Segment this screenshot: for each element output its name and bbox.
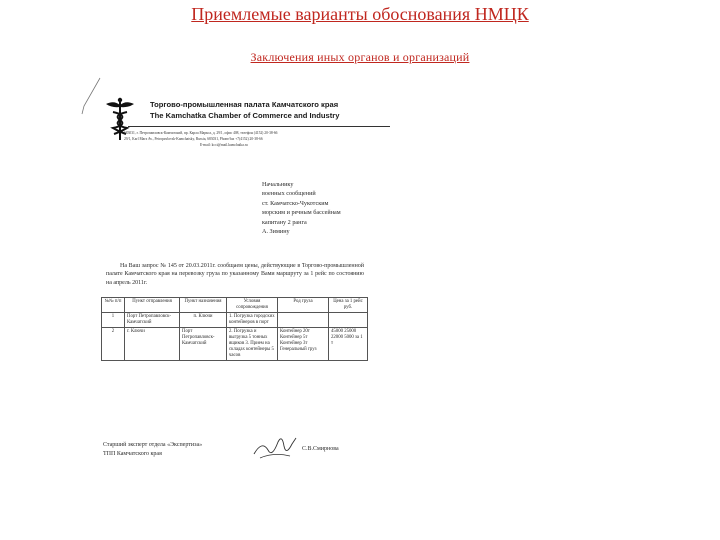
recipient-line: капитану 2 ранга [262,218,307,226]
letterhead-email-line: E-mail: kcci@mail.kamchatka.ru [200,143,248,147]
recipient-line: морским и речным бассейнам [262,209,341,217]
margin-pen-stroke-icon [80,76,102,116]
col-header-cargo: Род груза [278,298,329,313]
cell-conditions: 1. Погрузка городских контейнеров в порт [227,313,278,328]
cell-to: п. Ключи [180,313,227,328]
letterhead-org-name-ru: Торгово-промышленная палата Камчатского края [150,100,339,109]
cell-price [329,313,368,328]
table-row [102,313,368,328]
table-row [102,328,368,361]
recipient-line: Начальнику [262,181,294,188]
letterhead-org-name-en: The Kamchatka Chamber of Commerce and Industry [150,111,340,120]
recipient-line: А. Зимину [262,228,290,236]
handwritten-signature-icon [252,432,298,462]
cell-from: г. Ключи [125,328,180,361]
price-table-header [102,298,368,313]
cell-from: Порт Петропавловск-Камчатский [125,313,180,328]
col-header-num: №№ п/п [102,298,125,313]
signatory-position-line: Старший эксперт отдела «Экспертиза» [103,442,203,448]
cell-conditions: 2. Погрузка и выгрузка 5 тонных ящиков 3. Прием на складах контейнеры 5 часов [227,328,278,361]
caduceus-logo-icon [100,96,140,142]
slide-subtitle: Заключения иных органов и организаций [250,50,470,64]
recipient-line: военных сообщений [262,190,316,198]
letter-body: На Ваш запрос № 145 от 20.03.2011г. сообщаем цены, действующие в Торгово-промышленной палате Камчатского края на перевозку груза по указанному Вами маршруту за 1 рейс по состоянию на апрель 2011г. [106,263,364,286]
col-header-conditions: Условия сопровождения [227,298,278,313]
recipient-block [262,180,341,236]
letterhead-address-line: 683031, г. Петропавловск-Камчатский, пр. Карла Маркса, д. 29/1, офис 408, телефон (4152) 20-38-66 [124,131,278,135]
cell-price: 45000 25000 22000 5000 за 1 т [329,328,368,361]
cell-num: 2 [102,328,125,361]
cell-to: Порт Петропавловск-Камчатский [180,328,227,361]
letterhead-divider [128,126,390,127]
cell-num: 1 [102,313,125,328]
signatory-position [103,441,202,459]
letterhead-address-line: 29/1, Karl Marx Av., Petropavlovsk-Kamchatsky, Russia, 683031, Phone/fax +7(4152) 20-38-66 [124,137,263,141]
col-header-price: Цена за 1 рейс руб. [329,298,368,313]
col-header-to: Пункт назначения [180,298,227,313]
recipient-line: ст. Камчатско-Чукотским [262,199,329,207]
slide-title: Приемлемые варианты обоснования НМЦК [191,4,529,24]
col-header-from: Пункт отправления [125,298,180,313]
cell-cargo: Контейнер 20т Контейнер 5т Контейнер 3т Генеральный груз [278,328,329,361]
signatory-name: С.В.Смирнова [302,446,339,452]
price-table [101,297,368,361]
signatory-position-line: ТПП Камчатского края [103,451,162,457]
cell-cargo [278,313,329,328]
